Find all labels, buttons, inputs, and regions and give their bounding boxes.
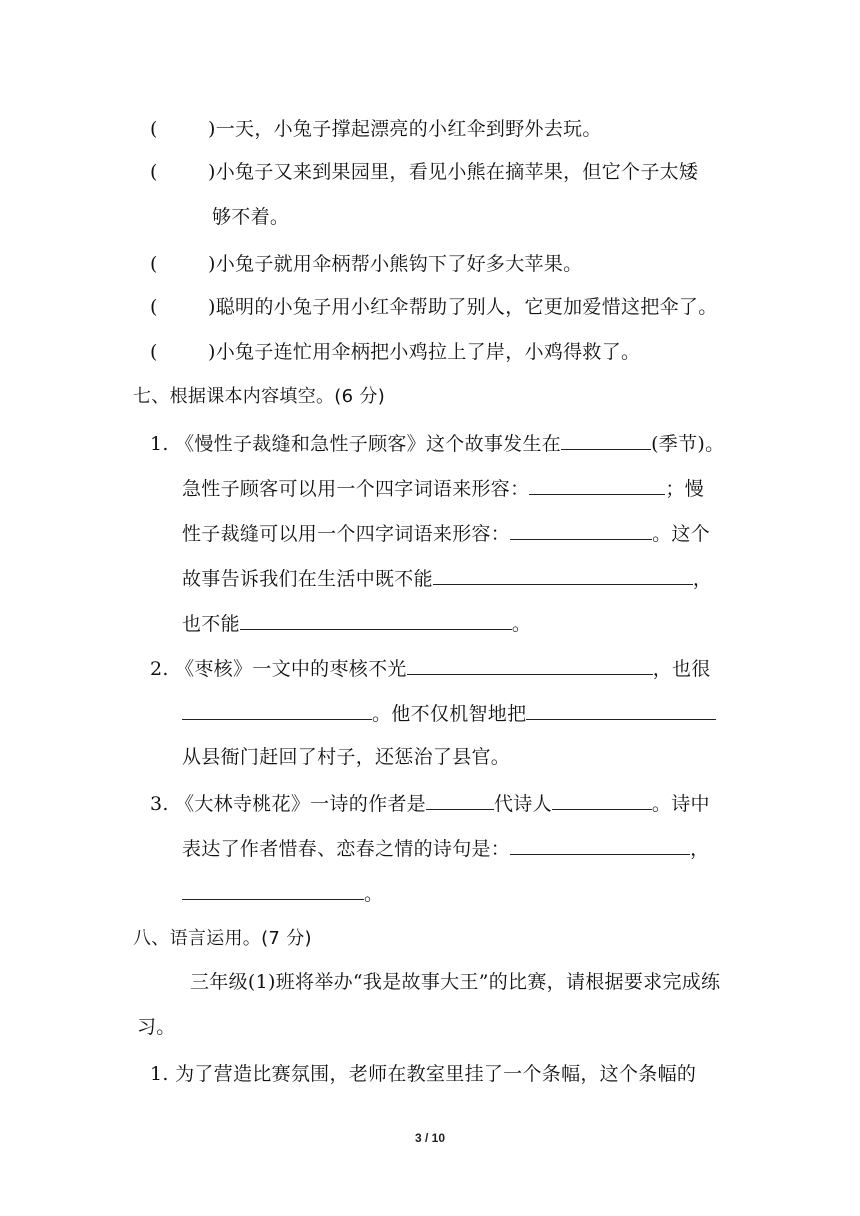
order-item-3: ( )小兔子就用伞柄帮小熊钩下了好多大苹果。 (150, 253, 583, 275)
order-item-5: ( )小兔子连忙用伞柄把小鸡拉上了岸，小鸡得救了。 (150, 341, 641, 363)
fill-blank-zaohe-2[interactable] (182, 699, 372, 720)
q7-2-line-3: 从县衙门赶回了村子，还惩治了县官。 (182, 746, 511, 768)
fill-blank-lesson-2[interactable] (240, 609, 512, 630)
q7-1-line-3: 性子裁缝可以用一个四字词语来形容： 。这个 (182, 519, 710, 547)
fill-blank-verse-1[interactable] (510, 834, 690, 855)
fill-blank-idiom-1[interactable] (529, 474, 665, 495)
fill-blank-zaohe-3[interactable] (526, 699, 716, 720)
answer-bracket[interactable]: ( (150, 118, 158, 140)
q7-1-line-2: 急性子顾客可以用一个四字词语来形容： ；慢 (182, 474, 704, 502)
answer-bracket[interactable]: ( (150, 253, 158, 275)
fill-blank-zaohe-1[interactable] (407, 654, 653, 675)
question-number: 1. (150, 433, 169, 455)
answer-bracket[interactable]: ( (150, 341, 158, 363)
q8-1-line-1: 1. 为了营造比赛氛围，老师在教室里挂了一个条幅，这个条幅的 (150, 1063, 697, 1085)
fill-blank-verse-2[interactable] (182, 879, 364, 900)
order-item-1: ( )一天，小兔子撑起漂亮的小红伞到野外去玩。 (150, 118, 602, 140)
question-number: 1. (150, 1063, 169, 1085)
q7-2-line-1: 2. 《枣核》一文中的枣核不光 ，也很 (150, 654, 711, 682)
order-item-2: ( )小兔子又来到果园里，看见小熊在摘苹果，但它个子太矮 (150, 161, 699, 183)
page-number: 3 / 10 (414, 1131, 446, 1145)
q7-1-line-4: 故事告诉我们在生活中既不能 ， (182, 564, 712, 592)
q7-1-line-5: 也不能 。 (182, 609, 531, 637)
order-item-2-continuation: 够不着。 (212, 206, 290, 228)
section-8-heading: 八、语言运用。(7 分) (133, 928, 312, 949)
answer-bracket[interactable]: ( (150, 161, 158, 183)
fill-blank-season[interactable] (561, 429, 651, 450)
q7-3-line-3: 。 (182, 879, 383, 907)
section-8-intro-continuation: 习。 (137, 1016, 176, 1038)
question-number: 3. (150, 793, 169, 815)
answer-bracket[interactable]: ( (150, 296, 158, 318)
order-item-4: ( )聪明的小兔子用小红伞帮助了别人，它更加爱惜这把伞了。 (150, 296, 718, 318)
q7-3-line-2: 表达了作者惜春、恋春之情的诗句是： ， (182, 834, 709, 862)
question-number: 2. (150, 658, 169, 680)
fill-blank-idiom-2[interactable] (510, 519, 652, 540)
q7-1-line-1: 1. 《慢性子裁缝和急性子顾客》这个故事发生在 (季节)。 (150, 429, 724, 457)
fill-blank-lesson-1[interactable] (433, 564, 693, 585)
fill-blank-dynasty[interactable] (426, 789, 494, 810)
q7-2-line-2: 。他不仅机智地把 (182, 699, 716, 727)
section-7-heading: 七、根据课本内容填空。(6 分) (133, 386, 386, 407)
section-8-intro: 三年级(1)班将举办“我是故事大王”的比赛，请根据要求完成练 (190, 971, 721, 993)
fill-blank-poet[interactable] (552, 789, 652, 810)
q7-3-line-1: 3. 《大林寺桃花》一诗的作者是 代诗人 。诗中 (150, 789, 710, 817)
